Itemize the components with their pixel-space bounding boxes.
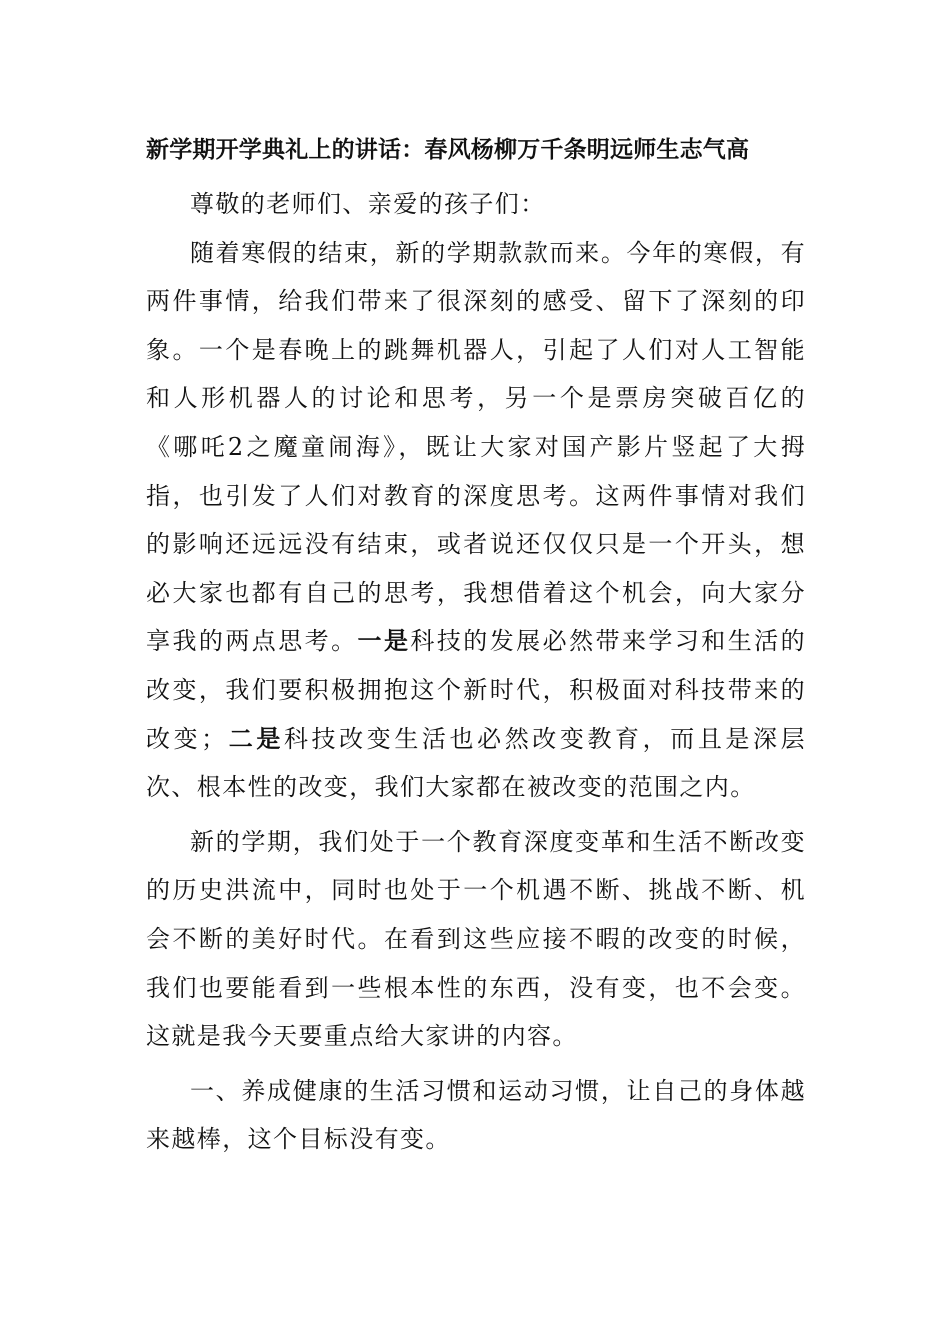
paragraph-intro-text-a: 随着寒假的结束，新的学期款款而来。今年的寒假，有两件事情，给我们带来了很深刻的感受、留下了深刻的印象。一个是春晚上的跳舞机器人，引起了人们对人工智能和人形机器人的讨论和思考，另一个是票房突破百亿的《哪吒2之魔童闹海》，既让大家对国产影片竖起了大拇指，也引发了人们对教育的深度思考。这两件事情对我们的影响还远远没有结束，或者说还仅仅只是一个开头，想必大家也都有自己的思考，我想借着这个机会，向大家分享我的两点思考。 xyxy=(146,238,806,656)
paragraph-point-one: 一、养成健康的生活习惯和运动习惯，让自己的身体越来越棒，这个目标没有变。 xyxy=(146,1076,806,1154)
paragraph-intro-text-b: 科技的发展必然带来学习和生活的改变，我们要积极拥抱这个新时代，积极面对科技带来的改变； xyxy=(146,627,806,753)
paragraph-intro xyxy=(146,229,806,812)
point-two-marker: 二是 xyxy=(226,723,284,753)
salutation: 尊敬的老师们、亲爱的孩子们： xyxy=(190,190,546,218)
paragraph-intro-text-c: 科技改变生活也必然改变教育，而且是深层次、根本性的改变，我们大家都在被改变的范围之内。 xyxy=(146,724,806,802)
document-title: 新学期开学典礼上的讲话：春风杨柳万千条明远师生志气高 xyxy=(146,136,750,163)
paragraph-new-semester: 新的学期，我们处于一个教育深度变革和生活不断改变的历史洪流中，同时也处于一个机遇不断、挑战不断、机会不断的美好时代。在看到这些应接不暇的改变的时候，我们也要能看到一些根本性的东西，没有变，也不会变。这就是我今天要重点给大家讲的内容。 xyxy=(146,827,806,1051)
point-one-marker: 一是 xyxy=(357,626,411,656)
document-body xyxy=(146,126,806,1164)
